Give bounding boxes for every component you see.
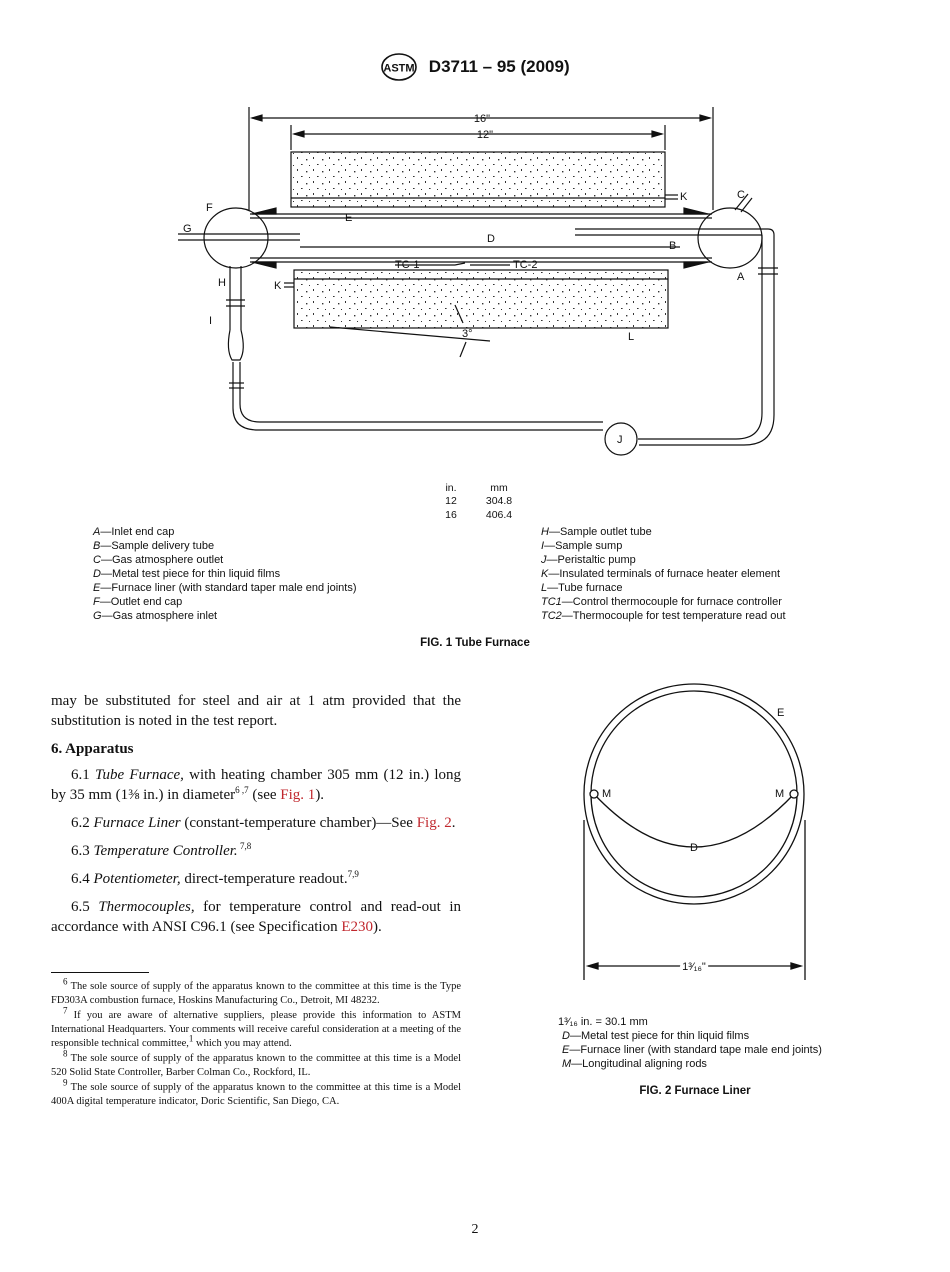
test-piece-D [594, 794, 794, 847]
furnace-block-top [291, 152, 665, 207]
inlet-end-cap-A [698, 208, 762, 268]
label-C: C [737, 189, 745, 201]
page-number: 2 [471, 1222, 479, 1237]
legend-item: M—Longitudinal aligning rods [562, 1058, 707, 1070]
dim16-label: 16" [473, 113, 491, 125]
liner-inner-circle [591, 691, 797, 897]
page-header [0, 52, 950, 82]
legend-item: H—Sample outlet tube [541, 526, 652, 538]
legend-item: D—Metal test piece for thin liquid films [93, 568, 281, 580]
units-table [432, 482, 528, 522]
label-A: A [737, 271, 745, 283]
legend-item: K—Insulated terminals of furnace heater element [541, 568, 781, 580]
outlet-end-cap-F [204, 208, 268, 268]
legend-item: L—Tube furnace [541, 582, 623, 594]
dim12-label: 12" [476, 129, 494, 141]
fig2-legend [562, 1029, 822, 1071]
paragraph-6-3: 6.3 Temperature Controller. $^{7,8}$ [71, 841, 252, 859]
fig2-caption: FIG. 2 Furnace Liner [639, 1085, 751, 1097]
units-header-in: in. [445, 482, 457, 494]
legend-item: E—Furnace liner (with standard tape male end joints) [562, 1044, 822, 1056]
fig2-label-D: D [690, 842, 698, 854]
legend-item: TC1—Control thermocouple for furnace controller [541, 596, 782, 608]
fig1-legend-right [541, 525, 786, 623]
liner-outer-circle [584, 684, 804, 904]
legend-item: A—Inlet end cap [93, 526, 175, 538]
legend-item: C—Gas atmosphere outlet [93, 554, 224, 566]
footnote-9: $^9$ The sole source of supply of the apparatus known to the committee at this time is a Model 400A digital temperature indicator, Doric Scientific, San Diego, CA. [51, 1077, 461, 1107]
paragraph-6-1: 6.1 Tube Furnace, with heating chamber 305 mm (12 in.) long by 35 mm (1⅜ in.) in diameter$^{6 ,7}$ (see Fig. 1). [51, 767, 461, 803]
label-K-top: K [680, 191, 688, 203]
legend-item: F—Outlet end cap [93, 596, 183, 608]
footnote-divider [51, 972, 149, 973]
e230-link[interactable]: E230 [341, 919, 373, 935]
aligning-rod-left [590, 790, 598, 798]
label-K-bottom: K [274, 280, 282, 292]
fig2-conversion: 1³⁄₁₆ in. = 30.1 mm [558, 1016, 648, 1028]
fig2-furnace-liner-diagram [560, 680, 820, 980]
fig1-tube-furnace-diagram [0, 95, 950, 480]
units-cell: 12 [445, 495, 457, 507]
footnote-7: $^7$ If you are aware of alternative suppliers, please provide this information to ASTM International Headquarters. Your comments will receive careful consideration at a meeting of the responsible technical committee,$^1$ which you may attend. [51, 1005, 462, 1049]
units-cell: 304.8 [485, 495, 513, 507]
document-designation: D3711 – 95 (2009) [428, 57, 570, 76]
footnote-8: $^8$ The sole source of supply of the apparatus known to the committee at this time is a Model 520 Solid State Controller, Barber Colman Co., Rockford, IL. [51, 1048, 461, 1078]
label-E: E [345, 212, 353, 224]
label-B: B [669, 240, 677, 252]
legend-item: TC2—Thermocouple for test temperature read out [541, 610, 786, 622]
legend-item: D—Metal test piece for thin liquid films [562, 1030, 750, 1042]
paragraph-6-5: 6.5 Thermocouples, for temperature control and read-out in accordance with ANSI C96.1 (see Specification E230). [51, 899, 462, 935]
legend-item: I—Sample sump [541, 540, 623, 552]
fig2-link[interactable]: Fig. 2 [416, 815, 452, 831]
label-D: D [487, 233, 495, 245]
astm-logo-text: ASTM [383, 62, 415, 75]
aligning-rod-right [790, 790, 798, 798]
units-header-mm: mm [490, 482, 508, 494]
label-G: G [183, 223, 192, 235]
label-TC1: TC-1 [395, 259, 420, 271]
fig1-legend-left [93, 525, 357, 623]
paragraph-6-4: 6.4 Potentiometer, direct-temperature readout.$^{7,9}$ [71, 869, 359, 887]
fig2-label-E: E [777, 707, 785, 719]
fig1-link[interactable]: Fig. 1 [280, 787, 316, 803]
legend-item: E—Furnace liner (with standard taper male end joints) [93, 582, 357, 594]
units-cell: 16 [445, 509, 457, 521]
label-H: H [218, 277, 226, 289]
paragraph-6-2: 6.2 Furnace Liner (constant-temperature chamber)—See Fig. 2. [71, 815, 456, 831]
legend-item: B—Sample delivery tube [93, 540, 215, 552]
label-F: F [206, 202, 213, 214]
fig2-label-M-left: M [602, 788, 612, 800]
footnote-6: $^6$ The sole source of supply of the apparatus known to the committee at this time is the Type FD303A combustion furnace, Hoskins Manufacturing Co., Detroit, MI 48232. [51, 976, 461, 1006]
footnotes [51, 976, 462, 1110]
label-angle: 3° [462, 328, 473, 340]
fig1-caption: FIG. 1 Tube Furnace [420, 637, 530, 649]
fig2-dim-label: 1³⁄₁₆" [682, 961, 706, 973]
intro-paragraph: may be substituted for steel and air at 1 atm provided that the substitution is noted in the test report. [51, 693, 461, 729]
legend-item: J—Peristaltic pump [541, 554, 636, 566]
units-cell: 406.4 [485, 509, 513, 521]
label-TC2: TC-2 [513, 259, 538, 271]
section-heading: 6. Apparatus [51, 741, 134, 757]
label-J: J [617, 434, 623, 446]
label-L: L [628, 331, 635, 343]
fig2-label-M-right: M [775, 788, 785, 800]
body-text [51, 691, 461, 945]
label-I: I [209, 315, 213, 327]
astm-logo-icon [380, 52, 418, 82]
legend-item: G—Gas atmosphere inlet [93, 610, 218, 622]
